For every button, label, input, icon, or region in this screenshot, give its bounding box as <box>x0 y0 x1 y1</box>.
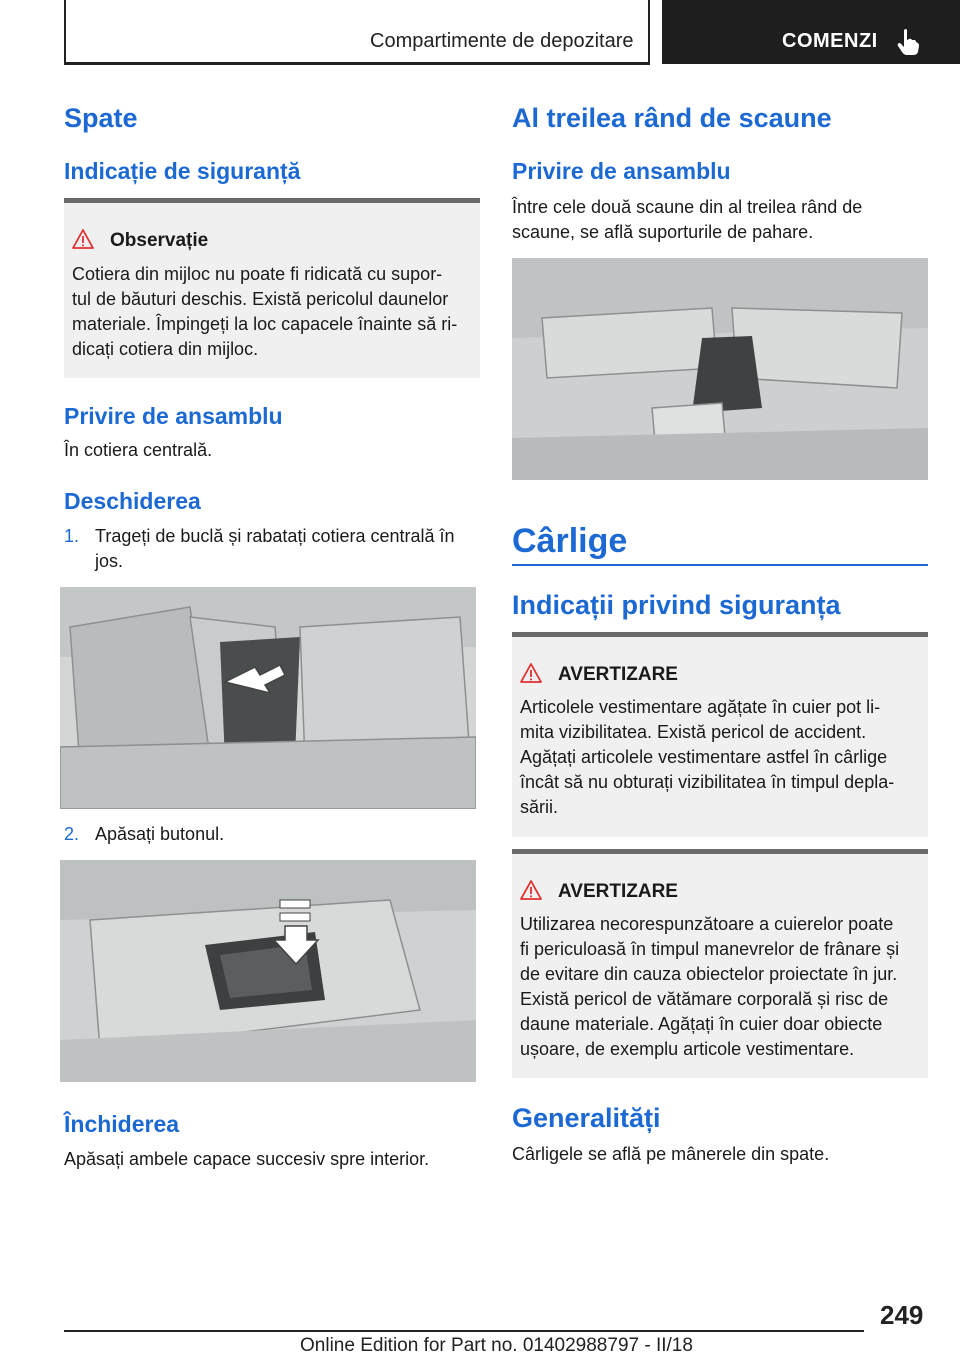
warning-triangle-icon <box>520 880 542 900</box>
header-bottom-border <box>64 62 650 65</box>
warning2-line: Utilizarea necorespunzătoare a cuierelor poate <box>520 914 894 934</box>
warning-triangle-icon <box>72 229 94 249</box>
open-heading: Deschiderea <box>64 488 201 514</box>
step2-text: Apăsați butonul. <box>95 824 225 844</box>
hooks-safety-heading: Indicații privind siguranța <box>512 590 841 620</box>
header-separator <box>648 0 650 64</box>
step1-text <box>95 524 485 574</box>
observation-text <box>72 262 477 362</box>
observation-box <box>64 198 480 378</box>
left-overview-text: În cotiera centrală. <box>64 440 213 460</box>
hooks-title-rule <box>512 564 928 566</box>
right-overview-heading: Privire de ansamblu <box>512 158 731 184</box>
right-title: Al treilea rând de scaune <box>512 103 832 133</box>
overview-line: Între cele două scaune din al treilea rând de <box>512 197 863 217</box>
footer-edition: Online Edition for Part no. 01402988797 - II/18 <box>300 1335 693 1356</box>
warning-box-2 <box>512 849 928 1078</box>
header-tab-label[interactable]: COMENZI <box>782 30 878 52</box>
warning-triangle-icon <box>520 663 542 683</box>
overview-line: scaune, se află suporturile de pahare. <box>512 222 814 242</box>
step1-number: 1. <box>64 526 80 546</box>
warning1-title: AVERTIZARE <box>558 664 678 685</box>
right-overview-text <box>512 195 928 245</box>
warning2-line: daune materiale. Agățați în cuier doar obiecte <box>520 1014 883 1034</box>
warning2-title: AVERTIZARE <box>558 881 678 902</box>
step1-line: jos. <box>95 551 124 571</box>
warning1-line: sării. <box>520 797 559 817</box>
observation-title: Observație <box>110 230 209 251</box>
step2-number: 2. <box>64 824 80 844</box>
armrest-fold-down-image <box>60 587 476 809</box>
warning1-line: Agățați articolele vestimentare astfel în cârlige <box>520 747 888 767</box>
left-safety-heading: Indicație de siguranță <box>64 158 301 184</box>
left-title: Spate <box>64 103 138 133</box>
footer-rule <box>64 1330 864 1332</box>
warning-box-1 <box>512 632 928 837</box>
close-heading: Închiderea <box>64 1111 180 1137</box>
armrest-button-image <box>60 860 476 1082</box>
warning2-line: ușoare, de exemplu articole vestimentare. <box>520 1039 855 1059</box>
warning1-line: Articolele vestimentare agățate în cuier pot li‐ <box>520 697 881 717</box>
warning1-line: mita vizibilitatea. Există pericol de accident. <box>520 722 867 742</box>
observation-line: materiale. Împingeți la loc capacele înainte să ri‐ <box>72 314 458 334</box>
left-overview-heading: Privire de ansamblu <box>64 403 283 429</box>
close-text: Apăsați ambele capace succesiv spre interior. <box>64 1149 430 1169</box>
general-text: Cârligele se află pe mânerele din spate. <box>512 1144 830 1164</box>
warning2-text <box>520 912 925 1062</box>
page-number: 249 <box>880 1300 924 1330</box>
header-section-title: Compartimente de depozitare <box>370 30 634 52</box>
observation-line: tul de băuturi deschis. Există pericolul daunelor <box>72 289 449 309</box>
warning1-text <box>520 695 925 820</box>
warning2-line: de evitare din cauza obiectelor proiectate în jur. <box>520 964 898 984</box>
warning2-line: fi periculoasă în timpul manevrelor de frânare și <box>520 939 900 959</box>
observation-line: dicați cotiera din mijloc. <box>72 339 259 359</box>
cupholder-image <box>512 258 928 480</box>
hand-pointer-icon <box>896 28 920 56</box>
hooks-title: Cârlige <box>512 522 628 560</box>
warning1-line: încât să nu obturați vizibilitatea în timpul depla‐ <box>520 772 895 792</box>
step1-line: Trageți de buclă și rabatați cotiera centrală în <box>95 526 455 546</box>
general-heading: Generalități <box>512 1103 661 1133</box>
warning2-line: Există pericol de vătămare corporală și risc de <box>520 989 889 1009</box>
observation-line: Cotiera din mijloc nu poate fi ridicată cu supor‐ <box>72 264 443 284</box>
header-left-border <box>64 0 66 64</box>
